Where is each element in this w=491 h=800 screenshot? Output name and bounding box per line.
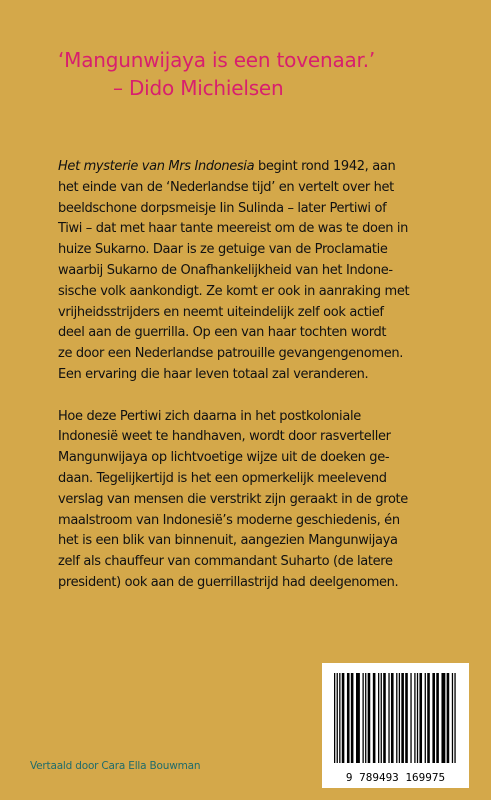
barcode-bar: [337, 673, 338, 763]
barcode-bar: [425, 673, 426, 763]
barcode-bar: [383, 673, 386, 763]
barcode-bar: [432, 673, 435, 763]
blurb-line: waarbij Sukarno de Onafhankelijkheid van het Indone-: [58, 262, 393, 278]
quote-text: ‘Mangunwijaya is een tovenaar.’: [58, 48, 376, 72]
barcode-bar: [378, 673, 379, 763]
blurb-line: ze door een Nederlandse patrouille gevangengenomen.: [58, 346, 404, 362]
blurb-line: beeldschone dorpsmeisje Iin Sulinda – later Pertiwi of: [58, 200, 387, 216]
translator-credit: Vertaald door Cara Ella Bouwman: [30, 760, 201, 772]
barcode-bar: [351, 673, 354, 763]
blurb-line: verslag van mensen die verstrikt zijn geraakt in de grote: [58, 491, 408, 507]
barcode-bar: [339, 673, 340, 763]
blurb-line: [58, 157, 458, 178]
back-cover-quote: [58, 46, 375, 102]
barcode-bar: [441, 673, 445, 763]
barcode-bar: [391, 673, 394, 763]
barcode-bar: [419, 673, 422, 763]
barcode-bar: [342, 673, 345, 763]
blurb-line: sische volk aankondigt. Ze komt er ook in aanraking met: [58, 283, 410, 299]
quote-attribution: – Dido Michielsen: [113, 76, 284, 100]
line1-rest: begint rond 1942, aan: [254, 159, 396, 174]
barcode-bar: [417, 673, 418, 763]
barcode-bar: [436, 673, 439, 763]
blurb-line: Mangunwijaya op lichtvoetige wijze uit de doeken ge-: [58, 450, 390, 466]
blurb-paragraph-1: [58, 157, 458, 386]
barcode-bar: [388, 673, 389, 763]
blurb-line: huize Sukarno. Daar is ze getuige van de Proclamatie: [58, 242, 388, 258]
barcode-bar: [396, 673, 397, 763]
barcode-bar: [414, 673, 415, 763]
barcode-bar: [362, 673, 363, 763]
barcode-bar: [410, 673, 411, 763]
isbn-barcode: [322, 663, 469, 788]
blurb-line: zelf als chauffeur van commandant Suharto (de latere: [58, 554, 393, 570]
barcode-bar: [454, 673, 455, 763]
blurb: [58, 157, 458, 594]
barcode-bar: [356, 673, 360, 763]
book-title: Het mysterie van Mrs Indonesia: [58, 159, 255, 174]
barcode-bar: [452, 673, 453, 763]
barcode-bar: [427, 673, 430, 763]
blurb-line: president) ook aan de guerrillastrijd had deelgenomen.: [58, 574, 399, 590]
blurb-line: deel aan de guerrilla. Op een van haar tochten wordt: [58, 325, 387, 341]
barcode-bar: [399, 673, 400, 763]
blurb-paragraph-2: [58, 407, 458, 594]
blurb-line: het is een blik van binnenuit, aangezien Mangunwijaya: [58, 533, 398, 549]
blurb-line: Indonesië weet te handhaven, wordt door rasverteller: [58, 429, 391, 445]
barcode-bar: [447, 673, 450, 763]
blurb-line: Een ervaring die haar leven totaal zal veranderen.: [58, 366, 369, 382]
blurb-line: Hoe deze Pertiwi zich daarna in het postkoloniale: [58, 408, 361, 424]
barcode-bars: [332, 673, 459, 765]
blurb-line: Tiwi – dat met haar tante meereist om de was te doen in: [58, 221, 409, 237]
blurb-line: het einde van de ‘Nederlandse tijd’ en vertelt over het: [58, 179, 394, 195]
blurb-line: maalstroom van Indonesië’s moderne geschiedenis, én: [58, 512, 400, 528]
barcode-bar: [368, 673, 371, 763]
barcode-bar: [334, 673, 335, 763]
barcode-bar: [373, 673, 376, 763]
isbn-number: 9 789493 169975: [345, 771, 446, 784]
barcode-bar: [405, 673, 408, 763]
barcode-bar: [401, 673, 404, 763]
blurb-line: daan. Tegelijkertijd is het een opmerkelijk meelevend: [58, 470, 387, 486]
barcode-bar: [381, 673, 382, 763]
barcode-bar: [365, 673, 366, 763]
blurb-line: vrijheidsstrijders en neemt uiteindelijk zelf ook actief: [58, 304, 384, 320]
barcode-bar: [347, 673, 350, 763]
